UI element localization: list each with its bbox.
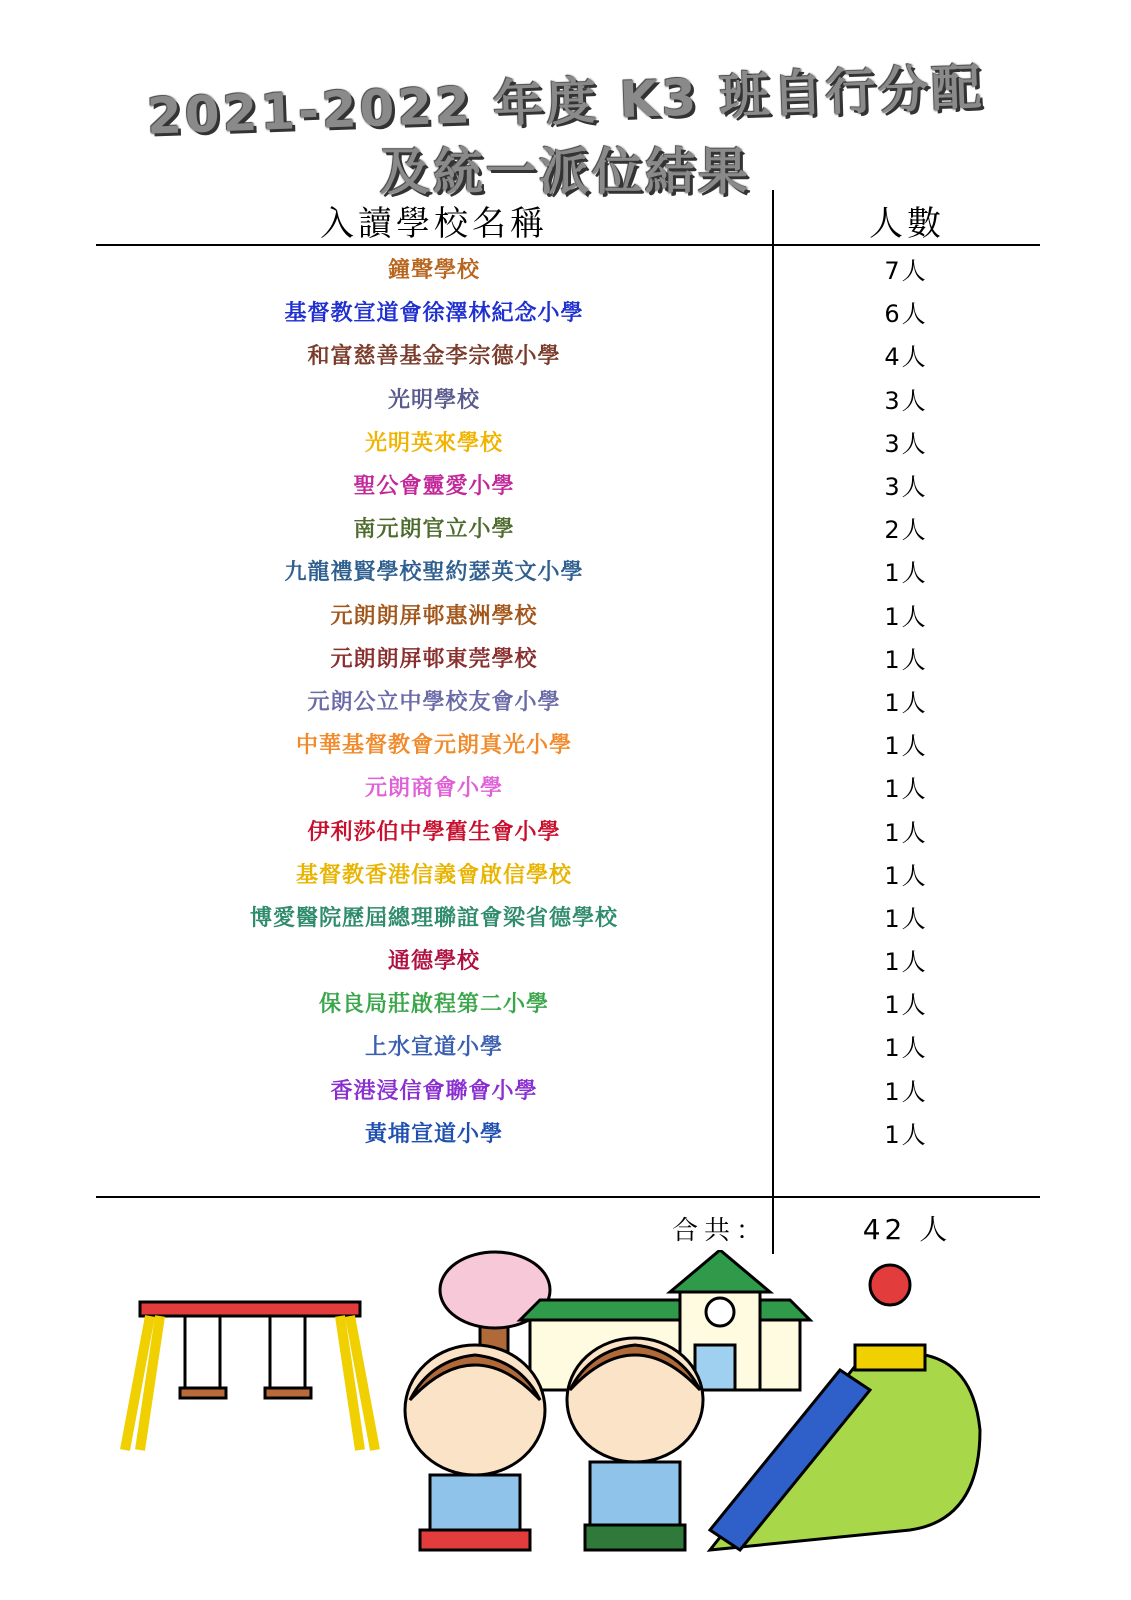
playground-illustration [120,1250,1020,1590]
student-count: 1人 [884,948,928,977]
table-row [96,938,1040,981]
school-name: 元朗商會小學 [364,776,503,802]
table-row [96,593,1040,636]
school-name: 光明學校 [387,387,480,413]
table-row [96,420,1040,463]
student-count: 1人 [884,1120,928,1149]
student-count: 1人 [884,861,928,890]
table-row [96,1111,1040,1154]
table-row [96,463,1040,506]
school-name: 和富慈善基金李宗德小學 [307,344,561,370]
student-count: 3人 [884,429,928,458]
school-name: 光明英來學校 [364,430,503,456]
school-name: 保良局莊啟程第二小學 [318,992,549,1018]
table-row [96,1068,1040,1111]
boy-illustration [567,1338,703,1550]
title-line-2: 及統一派位結果 [380,143,751,201]
student-count: 1人 [884,732,928,761]
table-row [96,722,1040,765]
student-count: 1人 [884,645,928,674]
table-row [96,247,1040,290]
school-name: 九龍禮賢學校聖約瑟英文小學 [284,560,584,586]
school-name: 基督教香港信義會啟信學校 [295,862,572,888]
student-count: 1人 [884,904,928,933]
student-count: 1人 [884,775,928,804]
table-row [96,290,1040,333]
table-row [96,981,1040,1024]
sun-illustration [870,1265,910,1305]
school-name: 香港浸信會聯會小學 [330,1078,538,1104]
table-row [96,1024,1040,1067]
school-name: 鐘聲學校 [387,258,480,284]
school-name: 聖公會靈愛小學 [353,474,515,500]
school-name: 元朗朗屏邨惠洲學校 [330,603,538,629]
school-name: 博愛醫院歷屆總理聯誼會梁省德學校 [249,905,618,931]
student-count: 4人 [884,343,928,372]
girl-illustration [405,1345,545,1550]
student-count: 6人 [884,300,928,329]
total-value: 42 人 [862,1213,952,1246]
total-rule [96,1196,1040,1198]
school-name: 元朗朗屏邨東莞學校 [330,646,538,672]
student-count: 7人 [884,257,928,286]
school-column-header: 入讀學校名稱 [320,204,548,244]
table-row [96,765,1040,808]
table-row [96,636,1040,679]
table-row [96,895,1040,938]
school-name: 通德學校 [387,949,480,975]
student-count: 1人 [884,688,928,717]
table-row [96,549,1040,592]
student-count: 2人 [884,516,928,545]
swing-set-illustration [125,1302,375,1450]
student-count: 1人 [884,602,928,631]
table-row [96,679,1040,722]
table-row [96,377,1040,420]
school-name: 基督教宣道會徐澤林紀念小學 [284,301,584,327]
school-name: 上水宣道小學 [364,1035,503,1061]
table-row [96,852,1040,895]
student-count: 3人 [884,473,928,502]
student-count: 3人 [884,386,928,415]
count-column-header: 人數 [869,204,945,244]
table-row [96,506,1040,549]
student-count: 1人 [884,559,928,588]
school-name: 南元朗官立小學 [353,517,515,543]
title-line-1: 2021-2022 年度 K3 班自行分配 [145,58,986,146]
school-name: 黃埔宣道小學 [364,1121,503,1147]
school-table-body [96,247,1040,1154]
student-count: 1人 [884,1077,928,1106]
school-name: 元朗公立中學校友會小學 [307,689,561,715]
table-row [96,808,1040,851]
school-name: 中華基督教會元朗真光小學 [295,733,572,759]
student-count: 1人 [884,1034,928,1063]
school-name: 伊利莎伯中學舊生會小學 [307,819,561,845]
total-label: 合共： [671,1216,768,1246]
student-count: 1人 [884,991,928,1020]
table-row [96,333,1040,376]
student-count: 1人 [884,818,928,847]
